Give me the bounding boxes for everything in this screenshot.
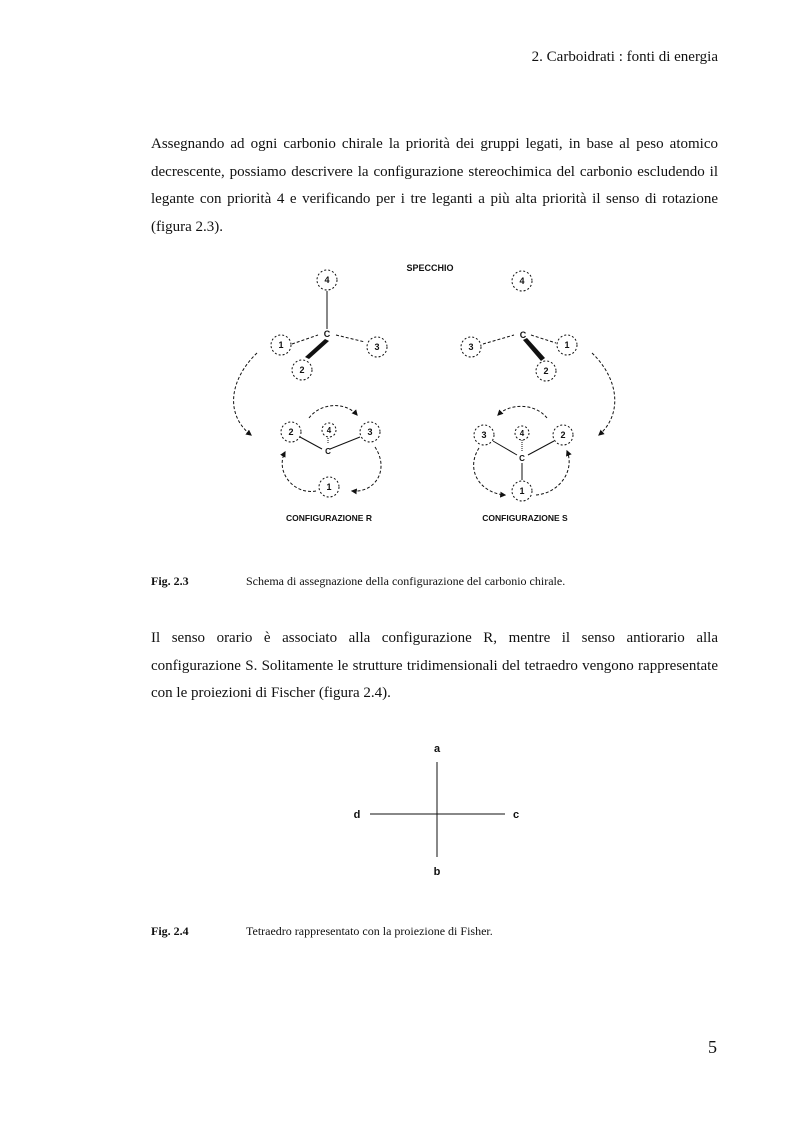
figure-2-4-caption-label: Fig. 2.4: [151, 924, 189, 938]
right-bottom-ligand-4: 4: [519, 429, 525, 438]
right-transform-arrow: [592, 353, 615, 435]
right-top-ligand-1: 1: [564, 340, 570, 350]
running-header: 2. Carboidrati : fonti di energia: [531, 49, 718, 65]
figure-2-4-caption: [151, 924, 493, 939]
figure-chirality-diagram: [225, 255, 625, 530]
right-molecule-projection: [474, 406, 573, 501]
figure-2-3-caption-text: Schema di assegnazione della configurazione del carbonio chirale.: [246, 574, 566, 588]
figure-2-3-caption-label: Fig. 2.3: [151, 574, 189, 588]
left-molecule-projection: [281, 406, 381, 497]
right-top-carbon: C: [519, 330, 527, 340]
fischer-label-d: d: [353, 809, 361, 821]
left-top-carbon: C: [323, 329, 331, 339]
config-r-label: CONFIGURAZIONE R: [286, 513, 372, 523]
left-top-ligand-1: 1: [278, 340, 284, 350]
left-bottom-ligand-3: 3: [367, 427, 373, 437]
right-bottom-ligand-1: 1: [519, 486, 525, 496]
right-bottom-ligand-3: 3: [481, 430, 487, 440]
figure-fischer-projection: [340, 735, 540, 885]
right-top-ligand-2: 2: [543, 366, 549, 376]
mirror-label: SPECCHIO: [406, 263, 454, 273]
left-molecule-3d: [271, 270, 387, 380]
page-number: 5: [708, 1037, 717, 1057]
left-bottom-ligand-4: 4: [326, 426, 332, 435]
left-bottom-ligand-2: 2: [288, 427, 294, 437]
fischer-label-b: b: [433, 866, 441, 878]
fischer-label-c: c: [512, 809, 520, 821]
left-top-ligand-2: 2: [299, 365, 305, 375]
fischer-label-a: a: [433, 743, 441, 755]
figure-2-4-caption-text: Tetraedro rappresentato con la proiezione di Fisher.: [246, 924, 493, 938]
left-bottom-carbon: C: [325, 447, 331, 456]
figure-2-3-caption: [151, 574, 565, 589]
left-top-ligand-3: 3: [374, 342, 380, 352]
left-transform-arrow: [234, 353, 257, 435]
right-bottom-ligand-2: 2: [560, 430, 566, 440]
paragraph-priority-assignment: Assegnando ad ogni carbonio chirale la priorità dei gruppi legati, in base al peso atomico decrescente, possiamo descrivere la configurazione stereochimica del carbonio escludendo il legante con priorità 4 e verificando per i tre leganti a più alta priorità il senso di rotazione (figura 2.3).: [151, 136, 718, 235]
right-top-ligand-4: 4: [519, 276, 525, 286]
paragraph-rotation-configuration: Il senso orario è associato alla configurazione R, mentre il senso antiorario alla configurazione S. Solitamente le strutture tridimensionali del tetraedro vengono rappresentate con le proiezioni di Fischer (figura 2.4).: [151, 630, 718, 701]
config-s-label: CONFIGURAZIONE S: [482, 513, 568, 523]
right-top-ligand-3: 3: [468, 342, 474, 352]
right-bottom-carbon: C: [519, 454, 525, 463]
right-molecule-3d: [461, 271, 577, 381]
left-bottom-ligand-1: 1: [326, 482, 332, 492]
left-top-ligand-4: 4: [324, 275, 330, 285]
